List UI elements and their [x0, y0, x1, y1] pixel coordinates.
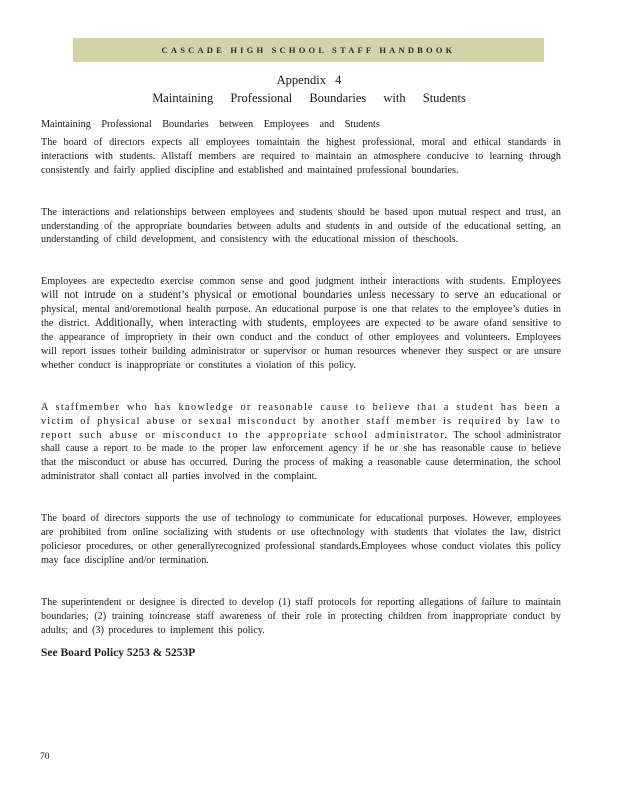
paragraph-reporting-part-2: The school administrator shall cause a report to be made to the proper law enforcement agency if he or she has reasonable cause to believe that the misconduct or abuse has occurred. During the process of making a reasonable cause determination, the school administrator shall contact all parties involved in the complaint. [41, 429, 561, 483]
paragraph-technology: The board of directors supports the use of technology to communicate for educational purposes. However, employees are prohibited from online socializing with students or use oftechnology with students that violates the law, district policiesor procedures, or other generallyrecognized professional standards.Employees whose conduct violates this policy may face discipline and/or termination. [41, 513, 561, 566]
handbook-title: CASCADE HIGH SCHOOL STAFF HANDBOOK [161, 45, 456, 55]
paragraph-judgment [41, 275, 561, 372]
page-number: 70 [40, 752, 50, 762]
paragraph-judgment-part-2: Employees will not intrude on a student’s physical or emotional boundaries unless necessary to serve an [41, 275, 562, 302]
paragraph-judgment-part-1: Employees are expectedto exercise common sense and good judgment intheir interactions with students. [41, 276, 506, 288]
appendix-number: Appendix 4 [276, 73, 342, 87]
paragraph-judgment-part-3: educational or physical, mental and/oremotional health purpose. An educational purpose is one that relates to the employee’s duties in the district. [41, 290, 561, 330]
paragraph-reporting-part-1: A staffmember who has knowledge or reasonable cause to believe that a student has been a victim of physical abuse or sexual misconduct by another staff member is required by law to report such abuse or misconduct to the appropriate school administrator. [41, 401, 561, 441]
policy-body [41, 118, 561, 661]
appendix-title: Maintaining Professional Boundaries with Students [152, 91, 466, 105]
paragraph-superintendent: The superintendent or designee is directed to develop (1) staff protocols for reporting allegations of failure to maintain boundaries; (2) training toincrease staff awareness of their role in protecting children from inappropriate conduct by adults; and (3) procedures to implement this policy. [41, 596, 561, 636]
paragraph-judgment-part-5: expected to be aware ofand sensitive to the appearance of impropriety in their own conduct and the conduct of other employees and volunteers. Employees will report issues totheir building administrator or supervisor or human resources whenever they suspect or are unsure whether conduct is inappropriate or constitutes a violation of this policy. [41, 318, 562, 371]
handbook-header-band [73, 38, 544, 62]
paragraph-reporting [41, 401, 561, 484]
paragraph-judgment-part-4: Additionally, when interacting with students, employees are [94, 317, 380, 330]
board-policy-reference: See Board Policy 5253 & 5253P [41, 647, 196, 660]
section-heading: Maintaining Professional Boundaries between Employees and Students [41, 119, 380, 130]
paragraph-expectations: The board of directors expects all employees tomaintain the highest professional, moral and ethical standards in interactions with students. Allstaff members are required to maintain an atmosphere conducive to learning through consistently and fairly applied discipline and established and maintained professional boundaries. [41, 136, 561, 176]
paragraph-interactions: The interactions and relationships between employees and students should be based upon mutual respect and trust, an understanding of the appropriate boundaries between adults and students in and outside of the educational setting, an understanding of child development, and consistency with the educational mission of theschools. [41, 206, 561, 246]
